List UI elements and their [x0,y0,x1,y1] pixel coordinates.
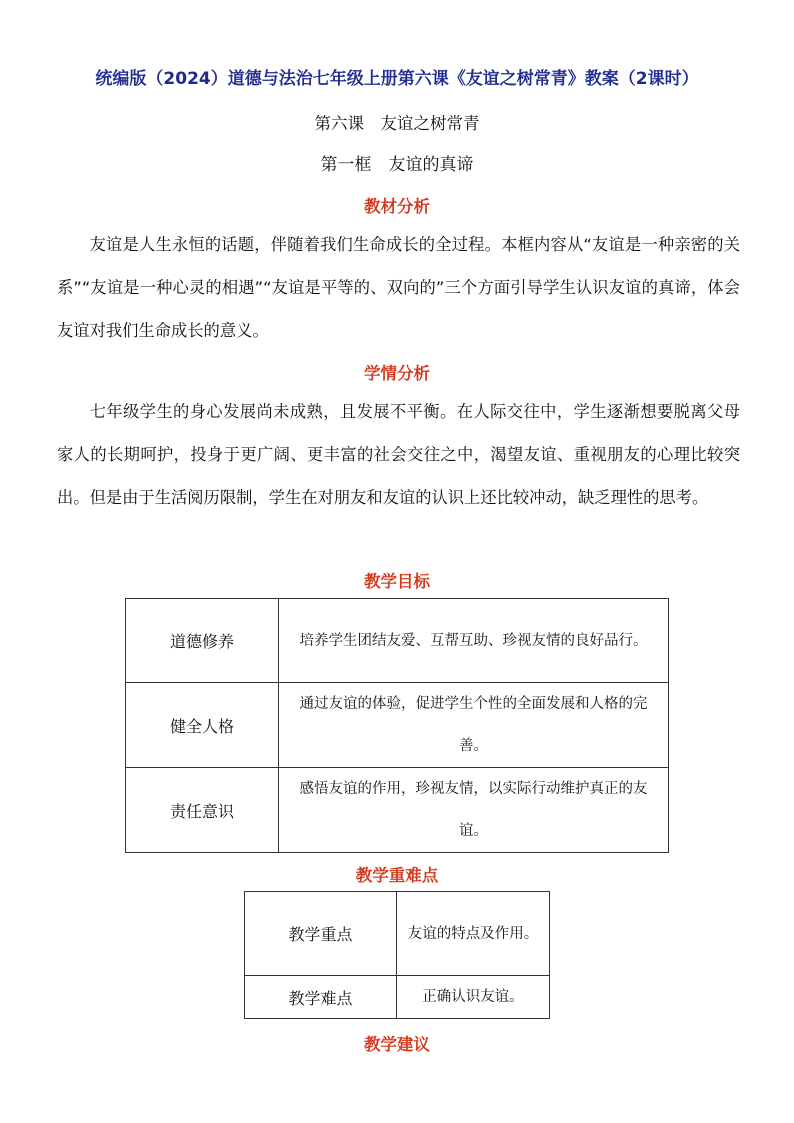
objectives-heading: 教学目标 [364,572,430,591]
lesson-title: 第六课 友谊之树常青 [314,114,480,133]
section-title: 第一框 友谊的真谛 [320,155,474,175]
document-title: 统编版（2024）道德与法治七年级上册第六课《友谊之树常青》教案（2课时） [95,69,699,89]
table-row [126,599,669,683]
key-point-value: 正确认识友谊。 [397,976,550,1019]
key-point-label: 教学重点 [245,892,397,976]
table-row [126,768,669,853]
objective-label: 道德修养 [126,599,279,683]
key-points-table [244,891,550,1019]
table-row [126,683,669,768]
objective-value: 通过友谊的体验，促进学生个性的全面发展和人格的完善。 [279,683,669,768]
key-points-heading: 教学重难点 [355,866,439,885]
key-point-label: 教学难点 [245,976,397,1019]
objective-label: 健全人格 [126,683,279,768]
objective-label: 责任意识 [126,768,279,853]
table-row [245,976,550,1019]
student-analysis-heading: 学情分析 [364,364,430,383]
material-analysis-text: 友谊是人生永恒的话题，伴随着我们生命成长的全过程。本框内容从“友谊是一种亲密的关系”“友谊是一种心灵的相遇”“友谊是平等的、双向的”三个方面引导学生认识友谊的真谛，体会友谊对我们生命成长的意义。 [57,235,740,340]
objectives-table [125,598,669,853]
objective-value: 培养学生团结友爱、互帮互助、珍视友情的良好品行。 [279,599,669,683]
student-analysis-text: 七年级学生的身心发展尚未成熟，且发展不平衡。在人际交往中，学生逐渐想要脱离父母家人的长期呵护，投身于更广阔、更丰富的社会交往之中，渴望友谊、重视朋友的心理比较突出。但是由于生活阅历限制，学生在对朋友和友谊的认识上还比较冲动，缺乏理性的思考。 [57,402,740,507]
table-row [245,892,550,976]
material-analysis-heading: 教材分析 [364,197,430,216]
objective-value: 感悟友谊的作用，珍视友情，以实际行动维护真正的友谊。 [279,768,669,853]
suggestions-heading: 教学建议 [364,1035,430,1054]
key-point-value: 友谊的特点及作用。 [397,892,550,976]
